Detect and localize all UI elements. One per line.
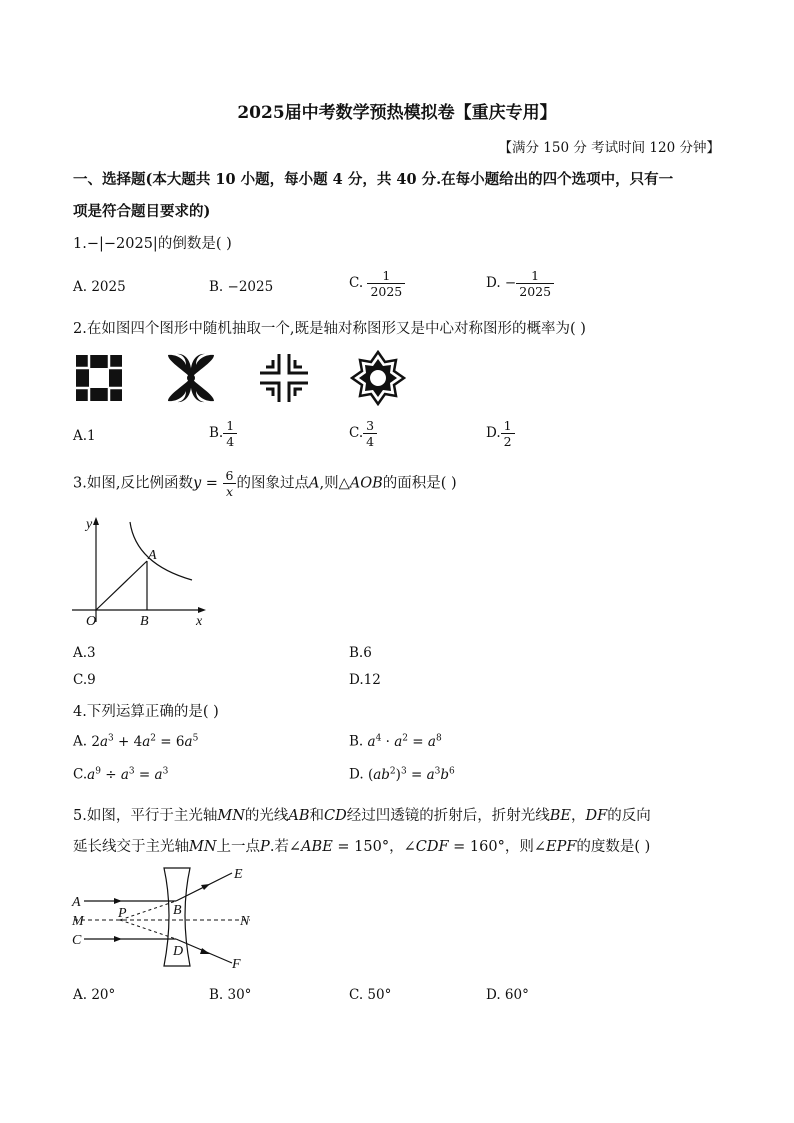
q4-option-c[interactable] [73, 766, 168, 783]
q1-option-c[interactable] [349, 268, 405, 299]
q1-option-c-label: C. [349, 275, 368, 291]
q3-func-fraction [223, 468, 237, 499]
cross-pattern-icon [258, 352, 310, 404]
q5-text: 延长线交于主光轴 [73, 839, 189, 855]
q3-option-c[interactable]: C.9 [73, 672, 96, 688]
q5-text: 上一点 [216, 839, 261, 855]
q5-text: 和 [309, 808, 325, 824]
q3-triangle: AOB [349, 475, 383, 492]
segment-oa [96, 561, 147, 610]
octagon-star-icon [350, 350, 406, 406]
q5-text: 的反向 [607, 808, 651, 824]
question-5-line1 [73, 804, 651, 825]
q5-lens-diagram [70, 862, 260, 974]
ray-be-arrow [201, 884, 210, 890]
q3-tail2: 的面积是( ) [382, 475, 457, 492]
q2-option-a[interactable]: A.1 [73, 428, 96, 444]
label-o: O [86, 614, 97, 629]
label-x: x [196, 614, 203, 629]
q2-option-d[interactable] [486, 418, 515, 449]
q3-option-b[interactable]: B.6 [349, 645, 372, 661]
q2-option-b[interactable] [209, 418, 237, 449]
q1-option-d[interactable] [486, 268, 554, 299]
question-3 [73, 468, 457, 499]
q5-mn: MN [217, 808, 245, 824]
label-b: B [140, 614, 149, 629]
q2-option-c-label: C. [349, 425, 364, 441]
q4-option-a-label: A. [73, 733, 88, 750]
section-header-line2: 项是符合题目要求的) [73, 203, 211, 220]
q1-suffix: 的倒数是( ) [157, 236, 232, 252]
q4-option-c-label: C. [73, 766, 88, 783]
q3-func-y: y [192, 475, 202, 492]
label-m: M [72, 914, 84, 929]
question-1 [73, 232, 232, 253]
q2-option-d-fraction [501, 418, 515, 449]
q3-option-d[interactable]: D.12 [349, 672, 381, 688]
frac-den: 4 [363, 433, 377, 449]
frac-den: 2025 [516, 283, 554, 299]
label-y: y [86, 517, 93, 532]
q2-option-d-label: D. [486, 425, 501, 441]
frac-den: 4 [223, 433, 237, 449]
frac-den: 2025 [367, 283, 405, 299]
q5-option-b[interactable]: B. 30° [209, 987, 252, 1003]
frac-num: 1 [531, 268, 540, 283]
q1-option-a[interactable]: A. 2025 [73, 279, 126, 295]
butterfly-icon [164, 351, 218, 405]
question-5-line2 [73, 835, 650, 856]
q3-point: A [308, 475, 320, 492]
q2-option-c-fraction [363, 418, 377, 449]
label-a: A [148, 548, 157, 563]
question-4: 4.下列运算正确的是( ) [73, 704, 219, 720]
q4-option-d-label: D. [349, 766, 364, 783]
q5-option-d[interactable]: D. 60° [486, 987, 529, 1003]
q5-option-a[interactable]: A. 20° [73, 987, 116, 1003]
q3-mid: 的图象过点 [236, 475, 309, 492]
frac-num: 1 [382, 268, 391, 283]
question-2: 2.在如图四个图形中随机抽取一个,既是轴对称图形又是中心对称图形的概率为( ) [73, 321, 586, 337]
hyperbola-curve [130, 522, 192, 580]
q5-mn: MN [189, 839, 217, 855]
extension-pb [120, 901, 176, 920]
q1-option-d-label: D. − [486, 275, 517, 291]
q4-option-b[interactable] [349, 733, 442, 750]
q4-option-d[interactable] [349, 766, 455, 783]
q5-cd: CD [324, 808, 347, 824]
label-f: F [232, 957, 241, 972]
q4-option-a-formula: $2a^3 + 4a^2 = 6a^5$ [91, 733, 199, 750]
q2-option-b-fraction [223, 418, 237, 449]
label-e: E [234, 867, 243, 882]
frac-num: 3 [366, 418, 375, 433]
q5-text: = 150°，∠ [332, 839, 416, 855]
q3-option-a[interactable]: A.3 [73, 645, 96, 661]
q5-p: P [260, 839, 270, 855]
q5-df: DF [585, 808, 608, 824]
q5-abe: ABE [301, 839, 333, 855]
q2-option-b-label: B. [209, 425, 224, 441]
q5-text: .若∠ [269, 839, 302, 855]
exam-meta: 【满分 150 分 考试时间 120 分钟】 [498, 140, 720, 156]
q1-option-d-fraction [516, 268, 554, 299]
label-b: B [173, 903, 182, 918]
q5-text: 的度数是( ) [576, 839, 651, 855]
q5-text: = 160°，则∠ [448, 839, 546, 855]
q4-option-c-formula: $a^9 \div a^3 = a^3$ [87, 766, 169, 783]
label-p: P [118, 906, 127, 921]
q3-graph [70, 512, 210, 634]
frac-num: 6 [225, 468, 234, 483]
x-axis-arrow [198, 607, 206, 613]
q1-option-b[interactable]: B. −2025 [209, 279, 274, 295]
frac-num: 1 [226, 418, 235, 433]
ray-df-arrow [200, 948, 210, 954]
q5-ab: AB [288, 808, 310, 824]
q1-prefix: 1. [73, 236, 87, 252]
q5-text: 5.如图，平行于主光轴 [73, 808, 218, 824]
q5-cdf: CDF [415, 839, 449, 855]
q3-tail1: ,则△ [319, 475, 350, 492]
frac-den: x [223, 483, 236, 499]
q4-option-d-formula: $(ab^2)^3 = a^3b^6$ [367, 766, 455, 783]
label-n: N [240, 914, 250, 929]
label-a: A [72, 895, 81, 910]
q5-text: 的光线 [244, 808, 289, 824]
q5-text: ， [571, 808, 586, 824]
q4-option-a[interactable] [73, 733, 198, 750]
ray-cd-arrow [114, 936, 122, 942]
label-c: C [72, 933, 82, 948]
q4-option-b-formula: $a^4 \cdot a^2 = a^8$ [367, 733, 442, 750]
page-title: 2025届中考数学预热模拟卷【重庆专用】 [237, 103, 557, 123]
section-header-line1: 一、选择题(本大题共 10 小题，每小题 4 分，共 40 分.在每小题给出的四个选项中，只有一 [73, 171, 674, 188]
q3-prefix: 3.如图,反比例函数 [73, 475, 193, 492]
q5-option-c[interactable]: C. 50° [349, 987, 392, 1003]
frac-num: 1 [503, 418, 512, 433]
q5-epf: EPF [545, 839, 577, 855]
q3-eq: = [201, 475, 223, 492]
y-axis-arrow [93, 517, 99, 525]
ray-ab-arrow [114, 898, 122, 904]
q5-text: 经过凹透镜的折射后，折射光线 [346, 808, 550, 824]
frac-den: 2 [501, 433, 515, 449]
q1-option-c-fraction [367, 268, 405, 299]
extension-pd [120, 920, 176, 939]
rotating-square-icon [73, 352, 125, 404]
q2-option-c[interactable] [349, 418, 377, 449]
q1-expression: −|−2025| [86, 236, 158, 252]
label-d: D [173, 944, 184, 959]
q5-be: BE [549, 808, 572, 824]
q4-option-b-label: B. [349, 733, 364, 750]
